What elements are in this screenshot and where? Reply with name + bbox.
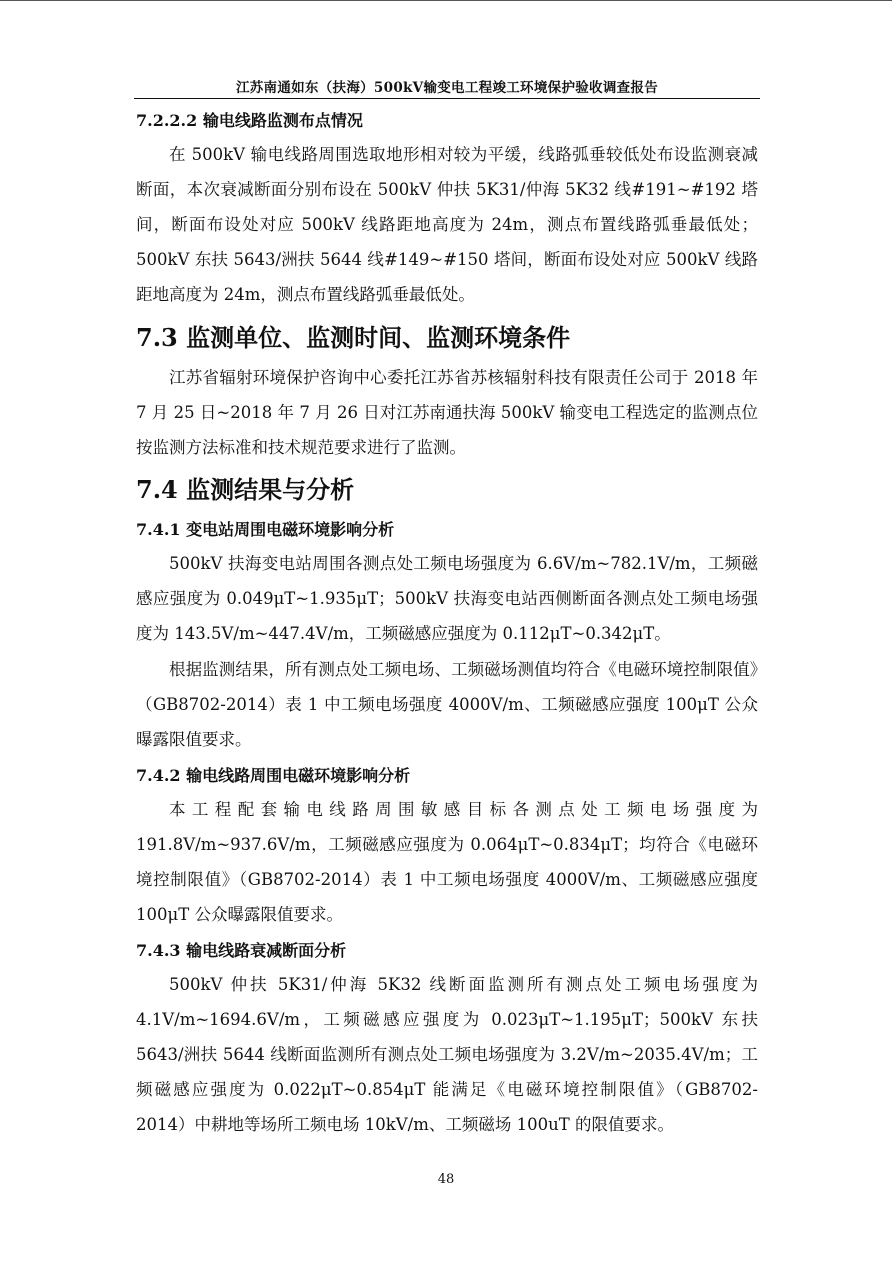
paragraph-7-4-2: 本工程配套输电线路周围敏感目标各测点处工频电场强度为 191.8V/m~937.6V/m，工频磁感应强度为 0.064μT~0.834μT；均符合《电磁环境控制限值》（GB8702-2014）表 1 中工频电场强度 4000V/m、工频磁感应强度 100μT 公众曝露限值要求。: [136, 800, 758, 924]
heading-7-4: 7.4 监测结果与分析: [136, 475, 355, 504]
paragraph-7-2-2-2: 在 500kV 输电线路周围选取地形相对较为平缓，线路弧垂较低处布设监测衰减断面，本次衰减断面分别布设在 500kV 仲扶 5K31/仲海 5K32 线#191~#192 塔间，断面布设处对应 500kV 线路距地高度为 24m，测点布置线路弧垂最低处；500kV 东扶 5643/洲扶 5644 线#149~#150 塔间，断面布设处对应 500kV 线路距地高度为 24m，测点布置线路弧垂最低处。: [136, 145, 758, 304]
paragraph-7-4-3: 500kV 仲扶 5K31/仲海 5K32 线断面监测所有测点处工频电场强度为 4.1V/m~1694.6V/m，工频磁感应强度为 0.023μT~1.195μT；500kV 东扶 5643/洲扶 5644 线断面监测所有测点处工频电场强度为 3.2V/m~2035.4V/m；工频磁感应强度为 0.022μT~0.854μT 能满足《电磁环境控制限值》（GB8702-2014）中耕地等场所工频电场 10kV/m、工频磁场 100uT 的限值要求。: [136, 975, 758, 1134]
heading-7-3: 7.3 监测单位、监测时间、监测环境条件: [136, 323, 571, 352]
running-header: 江苏南通如东（扶海）500kV输变电工程竣工环境保护验收调查报告: [235, 80, 659, 96]
paragraph-7-4-1-a: 500kV 扶海变电站周围各测点处工频电场强度为 6.6V/m~782.1V/m，工频磁感应强度为 0.049μT~1.935μT；500kV 扶海变电站西侧断面各测点处工频电场强度为 143.5V/m~447.4V/m，工频磁感应强度为 0.112μT~0.342μT。: [136, 554, 758, 643]
top-border-line: [0, 0, 892, 1]
heading-7-4-2: 7.4.2 输电线路周围电磁环境影响分析: [136, 766, 411, 785]
heading-7-2-2-2: 7.2.2.2 输电线路监测布点情况: [136, 111, 363, 130]
heading-7-4-3: 7.4.3 输电线路衰减断面分析: [136, 941, 347, 960]
page-number: 48: [437, 1172, 455, 1187]
heading-7-4-1: 7.4.1 变电站周围电磁环境影响分析: [136, 520, 395, 539]
paragraph-7-3: 江苏省辐射环境保护咨询中心委托江苏省苏核辐射科技有限责任公司于 2018 年 7 月 25 日~2018 年 7 月 26 日对江苏南通扶海 500kV 输变电工程选定的监测点位按监测方法标准和技术规范要求进行了监测。: [136, 368, 758, 457]
paragraph-7-4-1-b: 根据监测结果，所有测点处工频电场、工频磁场测值均符合《电磁环境控制限值》（GB8702-2014）表 1 中工频电场强度 4000V/m、工频磁感应强度 100μT 公众曝露限值要求。: [136, 660, 758, 749]
header-rule: [134, 98, 760, 99]
